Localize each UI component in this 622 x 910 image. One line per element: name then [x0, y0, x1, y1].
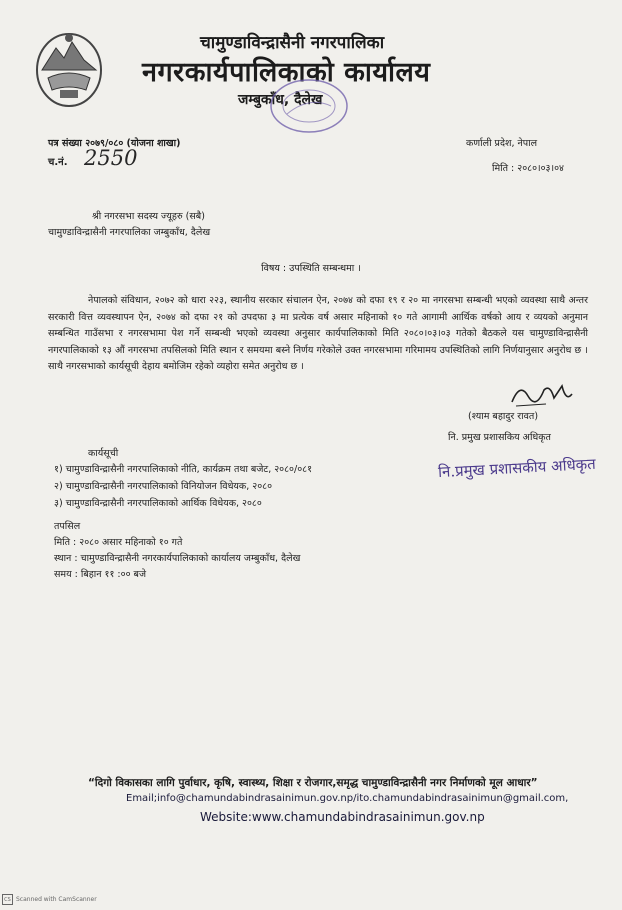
signatory-title: नि. प्रमुख प्रशासकिय अधिकृत [448, 432, 551, 443]
meeting-venue: स्थान : चामुण्डाविन्द्रासैनी नगरकार्यपालिकाको कार्यालय जम्बुकाँध, दैलेख [54, 553, 301, 564]
footer-motto: “दिगो विकासका लागि पुर्वाधार, कृषि, स्वास्थ्य, शिक्षा र रोजगार,समृद्ध चामुण्डाविन्द्रासैनी नगर निर्माणको मूल आधार” [88, 777, 538, 789]
agenda-heading: कार्यसूची [88, 448, 119, 459]
scanner-watermark [2, 894, 97, 905]
camscanner-logo-icon: CS [2, 894, 13, 905]
dispatch-number-value: 2550 [84, 146, 138, 170]
nepal-emblem-icon [34, 30, 104, 108]
letter-body: नेपालको संविधान, २०७२ को धारा २२३, स्थानीय सरकार संचालन ऐन, २०७४ को दफा १९ र २० मा नगरसभा सम्बन्धी भएको व्यवस्था साथै अन्तर सरकारी वित्त व्यवस्थापन ऐन, २०७४ को दफा २१ को उपदफा ३ मा प्रत्येक वर्ष असार महिनाको १० गते आगामी आर्थिक वर्षको आय र व्ययको अनुमान सम्बन्धित गाउँसभा र नगरसभामा पेश गर्ने सम्बन्धी भएको व्यवस्था अनुसार कार्यपालिकाको मिति २०८०।०३।०३ गतेको बैठकले यस चामुण्डाविन्द्रासैनी नगरपालिकाको १३ औं नगरसभा तपसिलको मिति स्थान र समयमा बस्ने निर्णय गरेकोले उक्त नगरसभामा गरिमामय उपस्थितिको लागि निर्णयानुसार अनुरोध छ । साथै नगरसभाको कार्यसूची देहाय बमोजिम रहेको व्यहोरा समेत अनुरोध छ । [48, 295, 588, 372]
dispatch-number-label: च.नं. [48, 157, 68, 168]
agenda-item: १) चामुण्डाविन्द्रासैनी नगरपालिकाको नीति, कार्यक्रम तथा बजेट, २०८०/०८१ [54, 464, 313, 475]
details-heading: तपसिल [54, 521, 81, 532]
recipient-line: श्री नगरसभा सदस्य ज्यूहरु (सबै) [92, 211, 205, 222]
recipient-address: चामुण्डाविन्द्रासैनी नगरपालिका जम्बुकाँध, दैलेख [48, 227, 211, 238]
province-line: कर्णाली प्रदेश, नेपाल [466, 138, 538, 149]
footer-website: Website:www.chamundabindrasainimun.gov.np [200, 810, 485, 824]
letter-date: मिति : २०८०।०३।०४ [492, 163, 564, 174]
scanner-label: Scanned with CamScanner [16, 896, 97, 903]
municipality-name: चामुण्डाविन्द्रासैनी नगरपालिका [200, 33, 385, 53]
office-name: नगरकार्यपालिकाको कार्यालय [142, 57, 431, 88]
handwritten-signature-icon [506, 376, 576, 412]
designation-stamp: नि.प्रमुख प्रशासकीय अधिकृत [437, 454, 597, 482]
agenda-item: ३) चामुण्डाविन्द्रासैनी नगरपालिकाको आर्थिक विधेयक, २०८० [54, 498, 262, 509]
footer-email: Email;info@chamundabindrasainimun.gov.np/ito.chamundabindrasainimun@gmail.com, [126, 793, 569, 804]
letter-number: पत्र संख्या २०७९/०८० (योजना शाखा) [48, 138, 181, 149]
signatory-name: (श्याम बहादुर रावत) [468, 411, 539, 422]
office-stamp-icon [265, 76, 353, 136]
agenda-item: २) चामुण्डाविन्द्रासैनी नगरपालिकाको विनियोजन विधेयक, २०८० [54, 481, 273, 492]
letter-subject: विषय : उपस्थिति सम्बन्धमा । [261, 263, 361, 274]
meeting-time: समय : बिहान ११ :०० बजे [54, 569, 147, 580]
office-location: जम्बुकाँध, दैलेख [238, 92, 323, 108]
meeting-date: मिति : २०८० असार महिनाको १० गते [54, 537, 183, 548]
